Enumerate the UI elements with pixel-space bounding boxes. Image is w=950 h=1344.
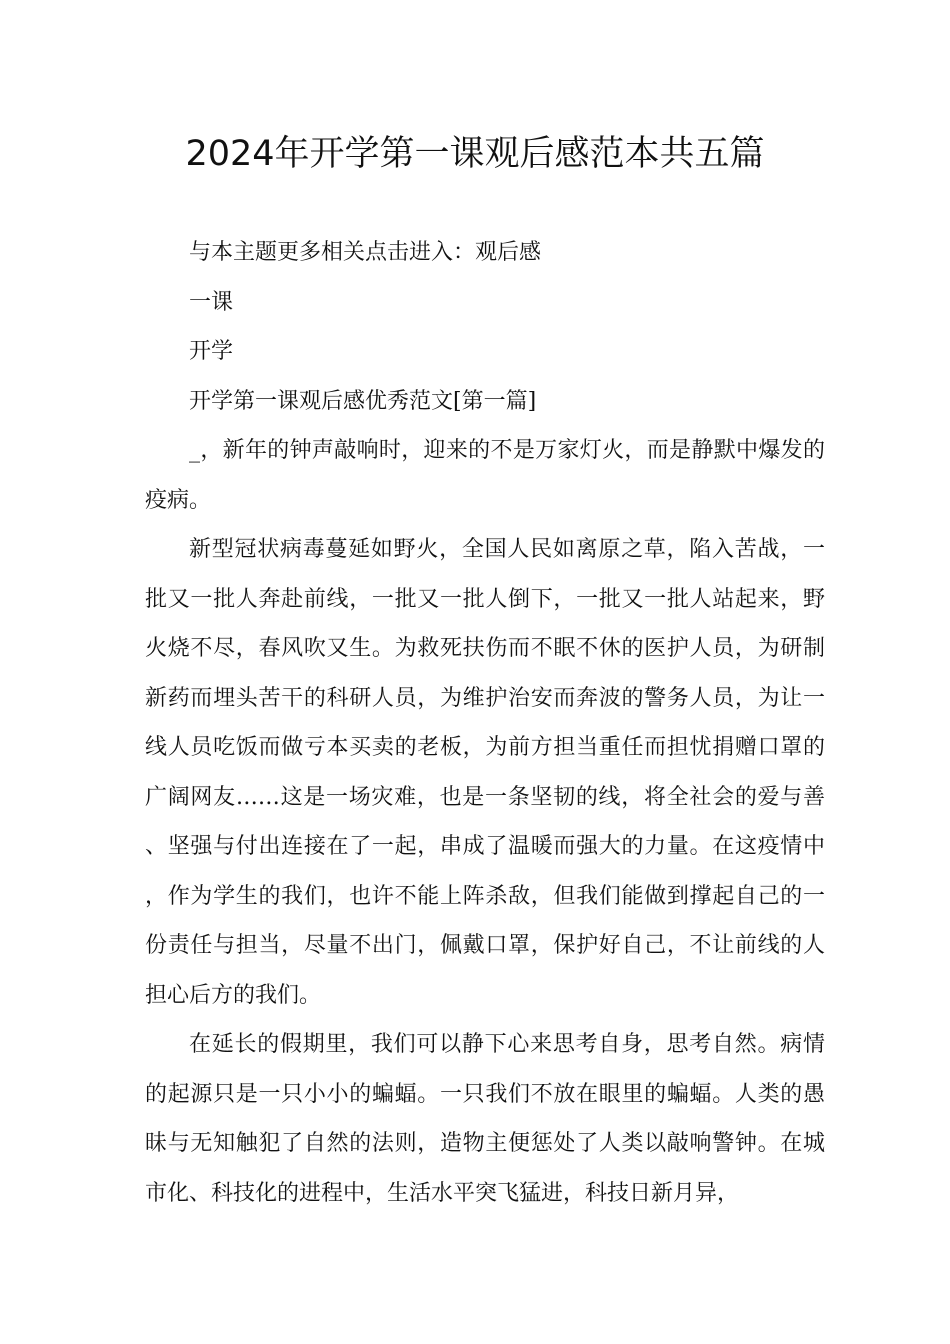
- paragraph-related-topic: 与本主题更多相关点击进入：观后感: [189, 240, 542, 265]
- section-heading-first: 开学第一课观后感优秀范文[第一篇]: [189, 388, 537, 414]
- paragraph-body: _，新年的钟声敲响时，迎来的不是万家灯火，而是静默中爆发的疫病。: [145, 438, 825, 513]
- paragraph-keyword-school: 开学: [189, 339, 234, 364]
- paragraph-body: 新型冠状病毒蔓延如野火，全国人民如离原之草，陷入苦战，一批又一批人奔赴前线，一批又一批人倒下，一批又一批人站起来，野火烧不尽，春风吹又生。为救死扶伤而不眠不休的医护人员，为研制新药而埋头苦干的科研人员，为维护治安而奔波的警务人员，为让一线人员吃饭而做亏本买卖的老板，为前方担当重任而担忧捐赠口罩的广阔网友……这是一场灾难，也是一条坚韧的线，将全社会的爱与善、坚强与付出连接在了一起，串成了温暖而强大的力量。在这疫情中，作为学生的我们，也许不能上阵杀敌，但我们能做到撑起自己的一份责任与担当，尽量不出门，佩戴口罩，保护好自己，不让前线的人担心后方的我们。: [145, 537, 825, 1008]
- document-title: 2024年开学第一课观后感范本共五篇: [185, 134, 765, 174]
- paragraph-keyword-lesson: 一课: [189, 289, 234, 315]
- document-body: [145, 228, 825, 1218]
- paragraph-body: 在延长的假期里，我们可以静下心来思考自身，思考自然。病情的起源只是一只小小的蝙蝠。一只我们不放在眼里的蝙蝠。人类的愚昧与无知触犯了自然的法则，造物主便惩处了人类以敲响警钟。在城市化、科技化的进程中，生活水平突飞猛进，科技日新月异，: [145, 1032, 825, 1206]
